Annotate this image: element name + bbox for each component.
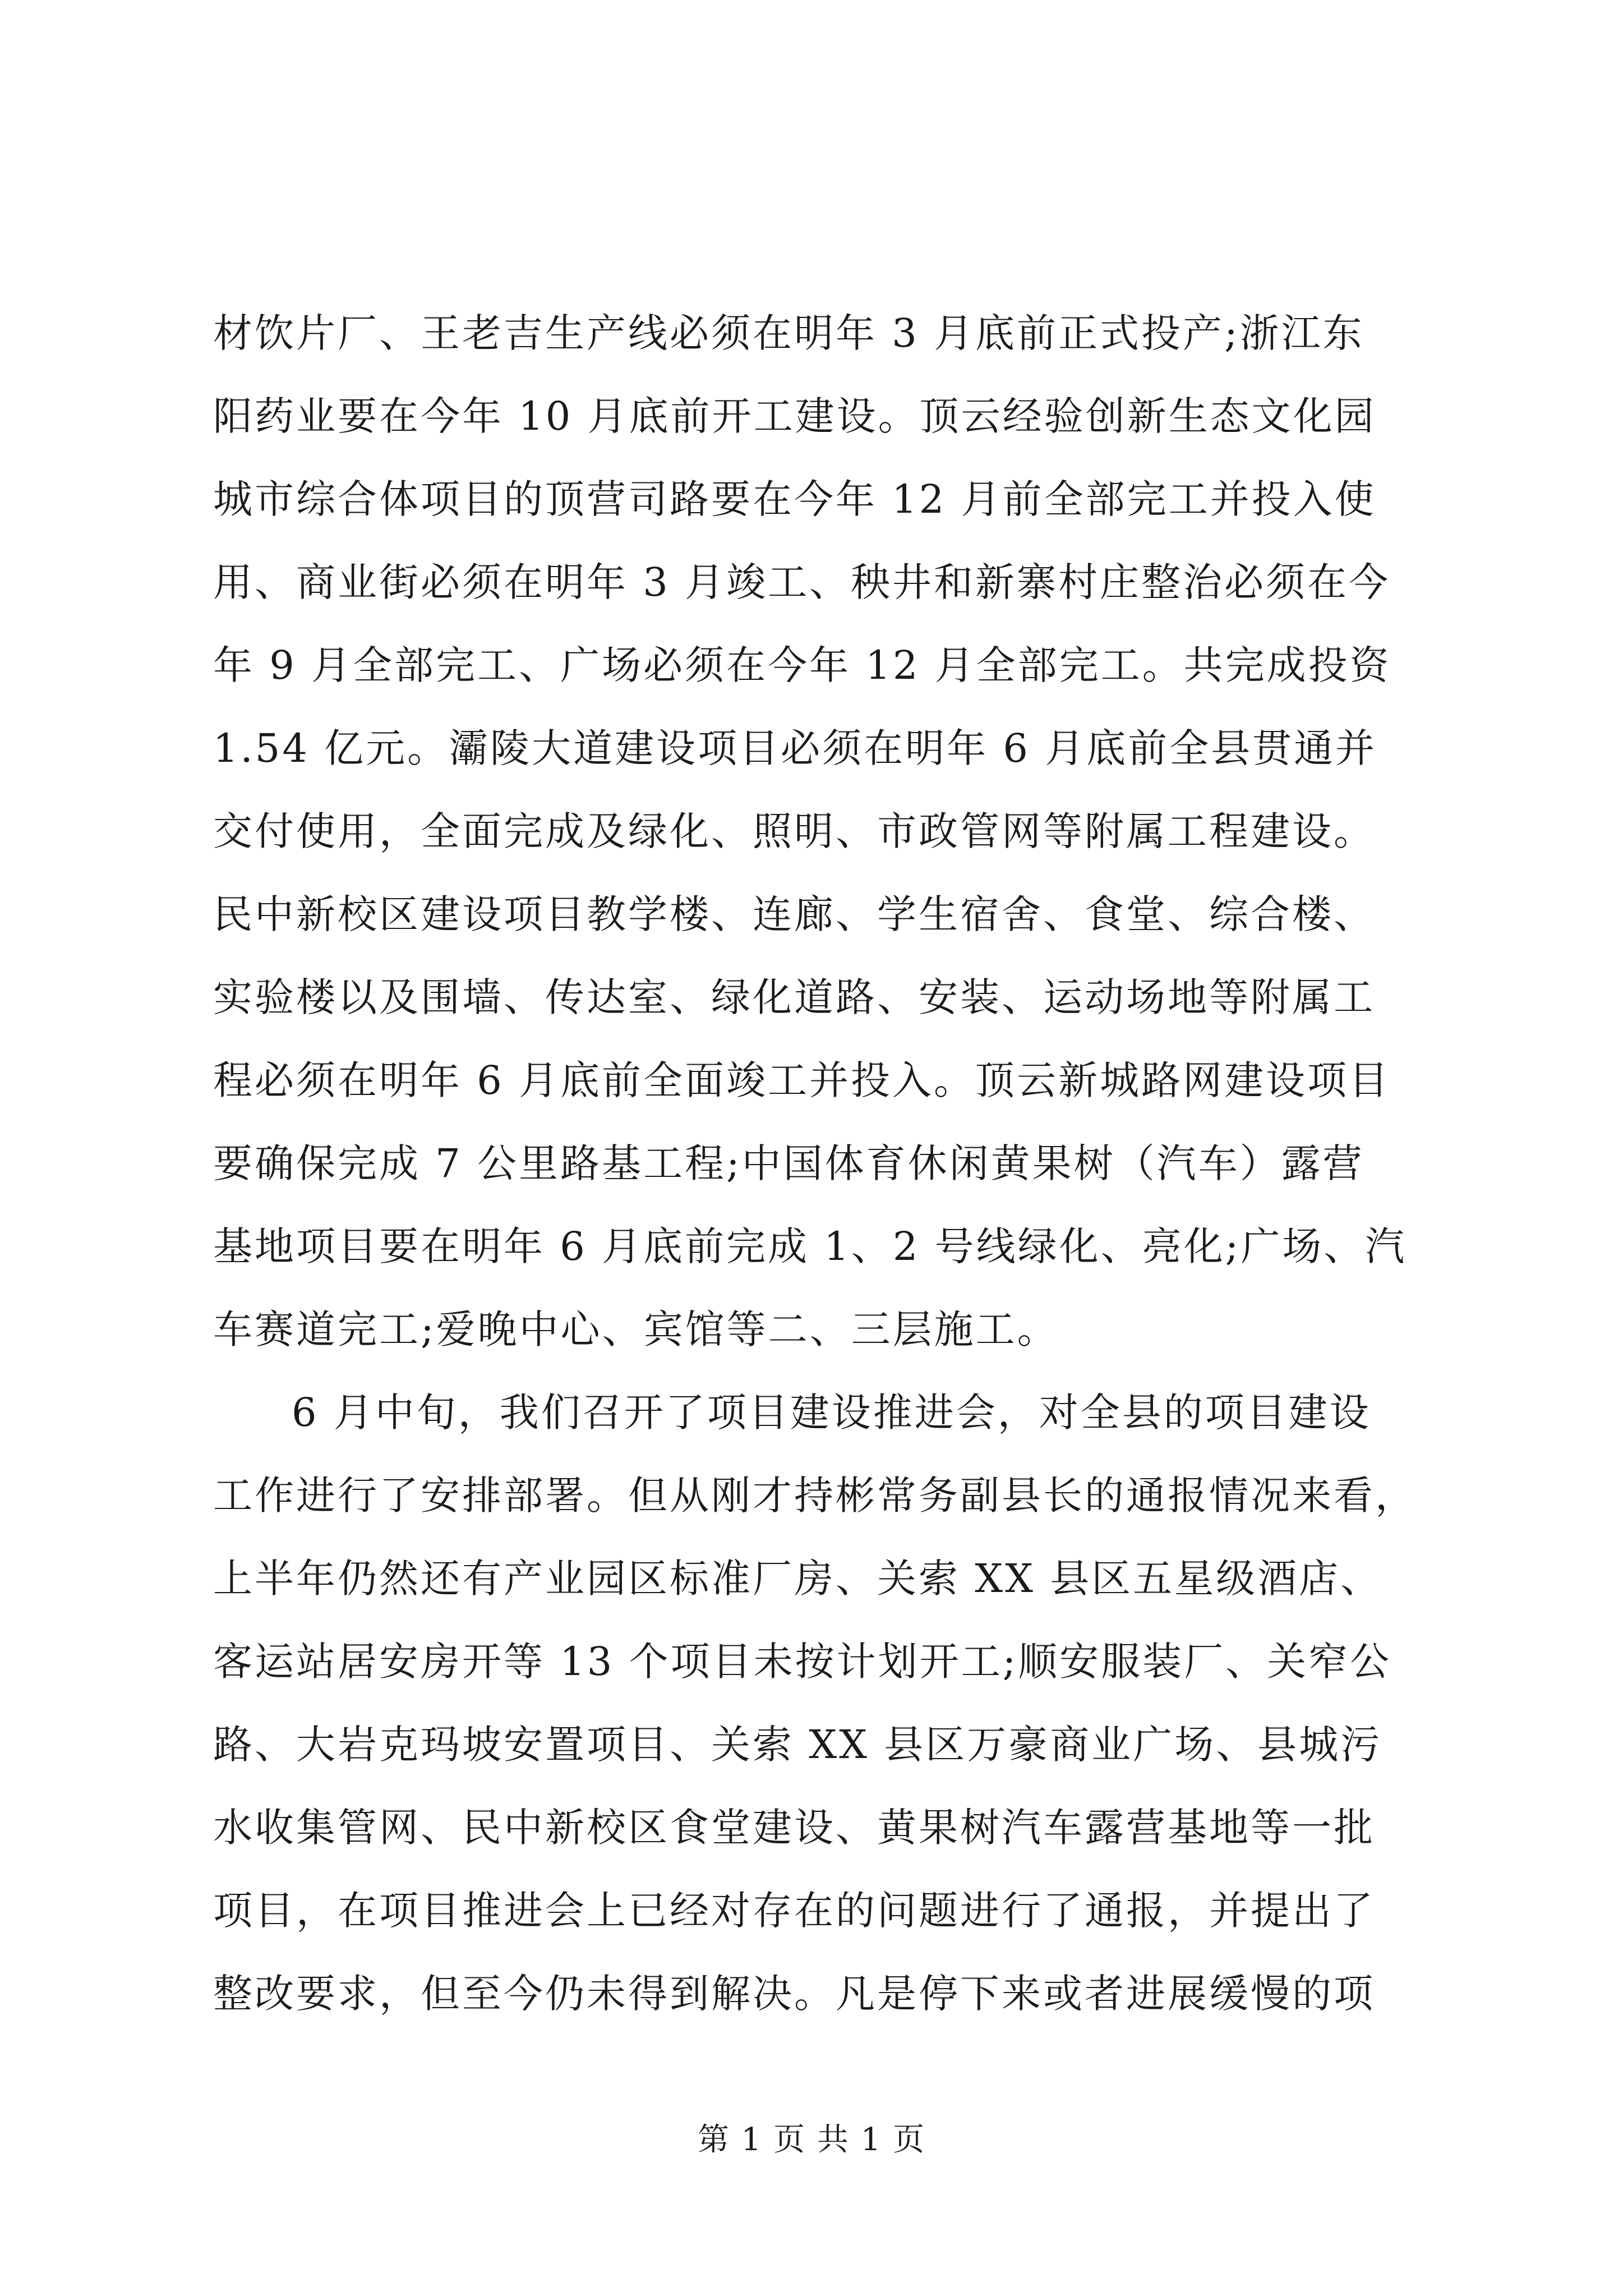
text-line: 上半年仍然还有产业园区标准厂房、关索 XX 县区五星级酒店、 <box>213 1556 1382 1602</box>
text-line: 年 9 月全部完工、广场必须在今年 12 月全部完工。共完成投资 <box>213 642 1391 688</box>
text-line: 项目，在项目推进会上已经对存在的问题进行了通报，并提出了 <box>213 1888 1375 1934</box>
text-line: 整改要求，但至今仍未得到解决。凡是停下来或者进展缓慢的项 <box>213 1971 1375 2017</box>
text-line: 要确保完成 7 公里路基工程;中国体育休闲黄果树（汽车）露营 <box>213 1140 1364 1186</box>
text-line: 用、商业街必须在明年 3 月竣工、秧井和新寨村庄整治必须在今 <box>213 559 1391 605</box>
text-line: 车赛道完工;爱晚中心、宾馆等二、三层施工。 <box>213 1306 1059 1352</box>
text-line: 基地项目要在明年 6 月底前完成 1、2 号线绿化、亮化;广场、汽 <box>213 1223 1407 1269</box>
text-line: 工作进行了安排部署。但从刚才持彬常务副县长的通报情况来看， <box>213 1473 1417 1519</box>
text-line: 交付使用，全面完成及绿化、照明、市政管网等附属工程建设。 <box>213 808 1375 854</box>
text-line: 路、大岩克玛坡安置项目、关索 XX 县区万豪商业广场、县城污 <box>213 1722 1382 1768</box>
page-footer: 第 1 页 共 1 页 <box>697 2122 926 2158</box>
text-line: 实验楼以及围墙、传达室、绿化道路、安装、运动场地等附属工 <box>213 974 1375 1020</box>
text-line: 城市综合体项目的顶营司路要在今年 12 月前全部完工并投入使 <box>213 476 1376 522</box>
paragraph-start-line: 6 月中旬，我们召开了项目建设推进会，对全县的项目建设 <box>292 1389 1371 1435</box>
document-body <box>213 292 1436 2035</box>
text-line: 1.54 亿元。灞陵大道建设项目必须在明年 6 月底前全县贯通并 <box>213 725 1377 771</box>
text-line: 材饮片厂、王老吉生产线必须在明年 3 月底前正式投产;浙江东 <box>213 310 1364 356</box>
text-line: 程必须在明年 6 月底前全面竣工并投入。顶云新城路网建设项目 <box>213 1057 1391 1103</box>
text-line: 阳药业要在今年 10 月底前开工建设。顶云经验创新生态文化园 <box>213 393 1376 439</box>
text-line: 客运站居安房开等 13 个项目未按计划开工;顺安服装厂、关窄公 <box>213 1639 1392 1685</box>
text-line: 民中新校区建设项目教学楼、连廊、学生宿舍、食堂、综合楼、 <box>213 891 1375 937</box>
text-line: 水收集管网、民中新校区食堂建设、黄果树汽车露营基地等一批 <box>213 1805 1375 1851</box>
